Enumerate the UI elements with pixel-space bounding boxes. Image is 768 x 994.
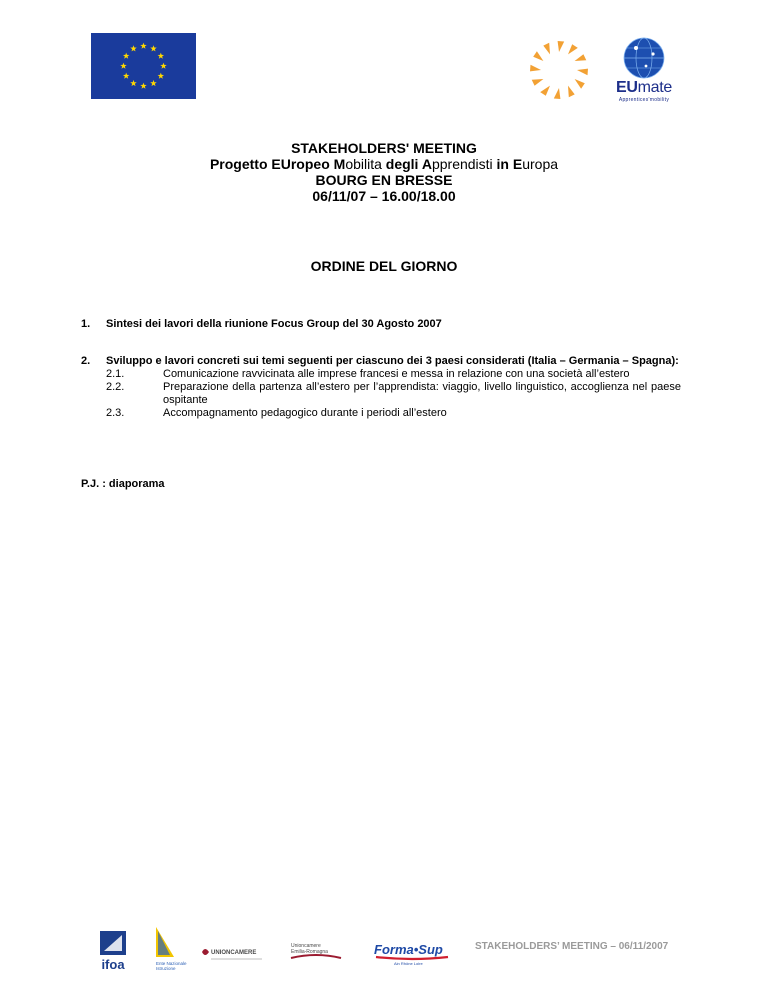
title-line-2-part: degli bbox=[385, 156, 422, 172]
sun-ray-icon bbox=[533, 51, 543, 61]
title-line-2-part: E bbox=[512, 156, 523, 172]
title-line-2-part: EU bbox=[271, 156, 291, 172]
footer-text: STAKEHOLDERS’ MEETING – 06/11/2007 bbox=[475, 941, 669, 952]
eumate-eu-text: EU bbox=[615, 79, 638, 96]
title-line-1: STAKEHOLDERS' MEETING bbox=[291, 140, 477, 156]
ifoa-mark-icon bbox=[96, 929, 130, 959]
unioncamere-er-logo bbox=[291, 940, 341, 960]
star-icon bbox=[150, 45, 156, 51]
agenda-item-2 bbox=[81, 355, 681, 420]
subitem-text: Accompagnamento pedagogico durante i periodi all’estero bbox=[163, 407, 447, 419]
title-block bbox=[0, 140, 768, 204]
title-line-2-part: obilita bbox=[345, 156, 386, 172]
star-icon bbox=[130, 45, 136, 51]
sun-ray-icon bbox=[558, 41, 565, 52]
title-line-2-part: uropa bbox=[522, 156, 559, 172]
star-icon bbox=[123, 73, 129, 79]
title-line-2-part: pprendisti bbox=[431, 156, 497, 172]
subitem-number: 2.1. bbox=[106, 368, 125, 380]
item-text: Sviluppo e lavori concreti sui temi seguenti per ciascuno dei 3 paesi considerati (Italia – Germania – Spagna): bbox=[106, 355, 679, 367]
sun-ray-icon bbox=[543, 43, 550, 55]
unioncamere-mark-icon bbox=[200, 944, 266, 964]
star-icon bbox=[130, 80, 136, 86]
unioncamere-er-text-2: Emilia-Romagna bbox=[291, 949, 328, 955]
star-icon bbox=[158, 73, 164, 79]
sun-ray-icon bbox=[577, 69, 588, 76]
sail-icon bbox=[148, 923, 187, 973]
title-line-2 bbox=[0, 156, 768, 172]
title-line-2-part: in bbox=[496, 156, 513, 172]
star-icon bbox=[120, 63, 126, 69]
agenda-item-1 bbox=[81, 318, 681, 331]
star-icon bbox=[150, 80, 156, 86]
eumate-tagline: Apprentices'mobility bbox=[618, 97, 670, 103]
star-icon bbox=[140, 43, 146, 49]
title-line-2-part: ropeo bbox=[290, 156, 334, 172]
subitem-2-3 bbox=[106, 407, 681, 420]
sun-ray-icon bbox=[575, 54, 587, 61]
sun-ray-icon bbox=[575, 79, 585, 89]
subitem-2-1 bbox=[106, 368, 681, 381]
item-body bbox=[106, 355, 681, 420]
sun-ray-icon bbox=[532, 79, 544, 86]
star-icon bbox=[160, 63, 166, 69]
agenda-heading: ORDINE DEL GIORNO bbox=[310, 258, 458, 274]
item-number: 1. bbox=[81, 318, 91, 330]
sail-text-1: Ente Nazionale bbox=[156, 961, 187, 966]
star-icon bbox=[140, 83, 146, 89]
sun-ray-icon bbox=[554, 88, 561, 99]
sun-ray-icon bbox=[540, 86, 550, 96]
sun-ray-icon bbox=[568, 86, 575, 98]
attachment-note: P.J. : diaporama bbox=[81, 478, 165, 490]
item-text: Sintesi dei lavori della riunione Focus Group del 30 Agosto 2007 bbox=[106, 318, 442, 330]
title-line-2-part: M bbox=[333, 156, 346, 172]
unioncamere-er-text-1: Unioncamere bbox=[291, 943, 321, 949]
sail-text-2: Istruzione bbox=[156, 966, 176, 971]
unioncamere-er-mark-icon bbox=[291, 940, 341, 964]
formasup-text: Forma•Sup bbox=[374, 942, 443, 957]
sun-ray-icon bbox=[530, 65, 541, 72]
formasup-sub-text: Ain Rhône Loire bbox=[394, 961, 423, 966]
sun-ray-icon bbox=[568, 44, 578, 54]
ifoa-wordmark: ifoa bbox=[101, 957, 125, 972]
formasup-logo bbox=[372, 940, 452, 966]
title-line-4: 06/11/07 – 16.00/18.00 bbox=[312, 188, 456, 204]
eumate-mate-text: mate bbox=[637, 79, 672, 96]
globe-icon bbox=[608, 36, 680, 84]
eu-flag-logo bbox=[91, 33, 196, 99]
subitem-text: Preparazione della partenza all’estero per l’apprendista: viaggio, livello linguistico, accoglienza nel paese ospitante bbox=[163, 381, 681, 406]
unioncamere-logo bbox=[200, 944, 266, 964]
title-line-2-part: Progetto bbox=[209, 156, 272, 172]
item-number: 2. bbox=[81, 355, 91, 367]
subitem-number: 2.3. bbox=[106, 407, 125, 419]
unioncamere-text: UNIONCAMERE bbox=[211, 950, 257, 956]
formasup-mark-icon bbox=[372, 940, 452, 966]
subitem-text: Comunicazione ravvicinata alle imprese francesi e messa in relazione con una società all’estero bbox=[163, 368, 630, 380]
eumate-wordmark bbox=[608, 79, 680, 97]
sail-logo bbox=[148, 923, 187, 973]
sun-rays-icon bbox=[527, 38, 591, 102]
title-line-3: BOURG EN BRESSE bbox=[315, 172, 453, 188]
star-icon bbox=[158, 53, 164, 59]
sun-logo bbox=[527, 38, 591, 102]
eu-stars-icon bbox=[91, 33, 196, 99]
title-line-2-part: A bbox=[421, 156, 432, 172]
star-icon bbox=[123, 53, 129, 59]
subitem-number: 2.2. bbox=[106, 381, 125, 393]
subitem-2-2 bbox=[106, 381, 681, 407]
